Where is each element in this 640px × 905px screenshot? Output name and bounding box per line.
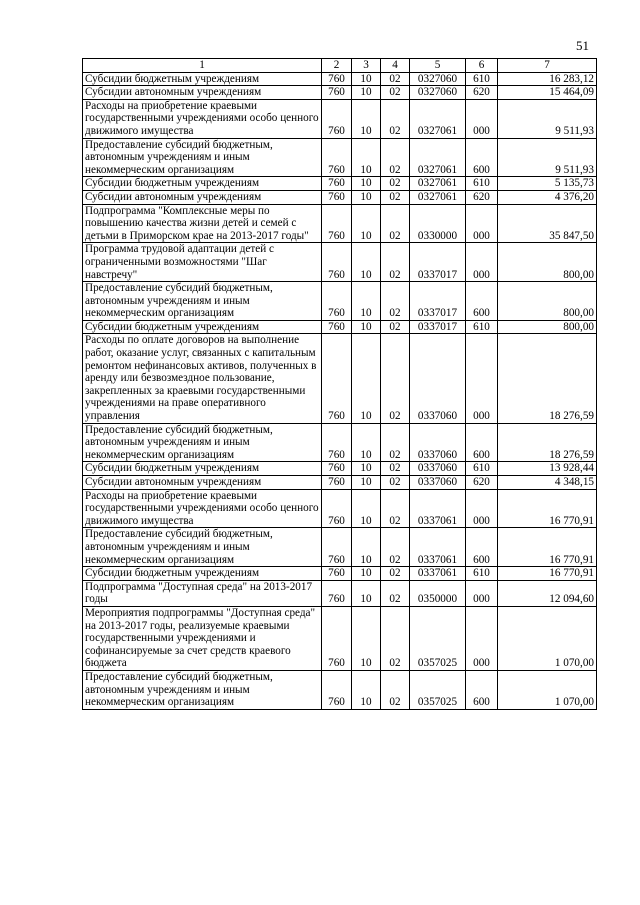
row-vr-cell: 000 [466,489,498,528]
col-header-name: 1 [83,59,322,73]
row-name-cell: Программа трудовой адаптации детей с ограниченными возможностями "Шаг навстречу" [83,243,322,282]
row-ved-cell: 760 [322,489,352,528]
row-name-cell: Предоставление субсидий бюджетным, автономным учреждениям и иным некоммерческим организациям [83,423,322,462]
row-rz-cell: 10 [352,282,381,321]
row-rz-cell: 10 [352,190,381,204]
row-sum-cell: 9 511,93 [498,138,597,177]
row-rz-cell: 10 [352,320,381,334]
row-vr-cell: 600 [466,423,498,462]
table-row [83,204,597,243]
row-vr-cell: 000 [466,334,498,423]
row-pr-cell: 02 [381,476,410,490]
row-vr-cell: 610 [466,462,498,476]
row-pr-cell: 02 [381,86,410,100]
row-name-cell: Субсидии бюджетным учреждениям [83,462,322,476]
row-name-cell: Субсидии автономным учреждениям [83,190,322,204]
table-row [83,670,597,709]
row-sum-cell: 15 464,09 [498,86,597,100]
row-vr-cell: 600 [466,528,498,567]
row-rz-cell: 10 [352,86,381,100]
row-vr-cell: 610 [466,567,498,581]
row-vr-cell: 610 [466,177,498,191]
row-ved-cell: 760 [322,462,352,476]
table-row [83,567,597,581]
row-csr-cell: 0337060 [410,462,466,476]
row-csr-cell: 0327061 [410,177,466,191]
row-rz-cell: 10 [352,99,381,138]
row-sum-cell: 35 847,50 [498,204,597,243]
row-rz-cell: 10 [352,567,381,581]
row-ved-cell: 760 [322,138,352,177]
row-ved-cell: 760 [322,580,352,606]
col-header-ved: 2 [322,59,352,73]
row-pr-cell: 02 [381,72,410,86]
row-csr-cell: 0327060 [410,86,466,100]
row-name-cell: Мероприятия подпрограммы "Доступная среда" на 2013-2017 годы, реализуемые краевыми государственными учреждениями и софинансируемые за счет средств краевого бюджета [83,606,322,670]
table-row [83,243,597,282]
row-vr-cell: 610 [466,72,498,86]
col-header-vr: 6 [466,59,498,73]
row-name-cell: Подпрограмма "Доступная среда" на 2013-2017 годы [83,580,322,606]
row-ved-cell: 760 [322,243,352,282]
row-csr-cell: 0337061 [410,567,466,581]
row-rz-cell: 10 [352,606,381,670]
row-name-cell: Подпрограмма "Комплексные меры по повышению качества жизни детей и семей с детьми в Приморском крае на 2013-2017 годы" [83,204,322,243]
row-name-cell: Предоставление субсидий бюджетным, автономным учреждениям и иным некоммерческим организациям [83,528,322,567]
table-row [83,320,597,334]
row-ved-cell: 760 [322,670,352,709]
row-rz-cell: 10 [352,72,381,86]
row-pr-cell: 02 [381,320,410,334]
row-csr-cell: 0327061 [410,190,466,204]
col-header-rz: 3 [352,59,381,73]
row-name-cell: Субсидии бюджетным учреждениям [83,320,322,334]
row-rz-cell: 10 [352,580,381,606]
row-sum-cell: 1 070,00 [498,670,597,709]
row-pr-cell: 02 [381,138,410,177]
row-vr-cell: 600 [466,670,498,709]
row-pr-cell: 02 [381,528,410,567]
row-csr-cell: 0337017 [410,243,466,282]
row-ved-cell: 760 [322,204,352,243]
row-csr-cell: 0337060 [410,476,466,490]
table-row [83,177,597,191]
row-ved-cell: 760 [322,86,352,100]
row-rz-cell: 10 [352,462,381,476]
header-row [83,59,597,73]
row-sum-cell: 800,00 [498,282,597,321]
row-name-cell: Предоставление субсидий бюджетным, автономным учреждениям и иным некоммерческим организациям [83,138,322,177]
row-pr-cell: 02 [381,243,410,282]
row-ved-cell: 760 [322,334,352,423]
row-rz-cell: 10 [352,476,381,490]
row-pr-cell: 02 [381,462,410,476]
row-sum-cell: 13 928,44 [498,462,597,476]
row-pr-cell: 02 [381,282,410,321]
row-vr-cell: 620 [466,86,498,100]
row-pr-cell: 02 [381,489,410,528]
row-name-cell: Расходы по оплате договоров на выполнение работ, оказание услуг, связанных с капитальным ремонтом нефинансовых активов, полученных в аренду или безвозмездное пользование, закрепленных за краевыми государственными учреждениями на праве оперативного управления [83,334,322,423]
col-header-pr: 4 [381,59,410,73]
row-pr-cell: 02 [381,204,410,243]
row-pr-cell: 02 [381,177,410,191]
row-sum-cell: 4 348,15 [498,476,597,490]
row-sum-cell: 16 770,91 [498,567,597,581]
row-vr-cell: 000 [466,99,498,138]
row-name-cell: Субсидии бюджетным учреждениям [83,567,322,581]
row-csr-cell: 0337017 [410,320,466,334]
row-vr-cell: 600 [466,282,498,321]
table-row [83,528,597,567]
table-row [83,86,597,100]
row-csr-cell: 0337017 [410,282,466,321]
table-row [83,138,597,177]
row-csr-cell: 0337061 [410,528,466,567]
budget-table [82,58,597,710]
row-sum-cell: 18 276,59 [498,334,597,423]
row-name-cell: Предоставление субсидий бюджетным, автономным учреждениям и иным некоммерческим организациям [83,670,322,709]
row-sum-cell: 16 770,91 [498,528,597,567]
row-sum-cell: 16 283,12 [498,72,597,86]
table-row [83,423,597,462]
table-row [83,190,597,204]
row-rz-cell: 10 [352,243,381,282]
row-name-cell: Предоставление субсидий бюджетным, автономным учреждениям и иным некоммерческим организациям [83,282,322,321]
row-ved-cell: 760 [322,282,352,321]
row-pr-cell: 02 [381,190,410,204]
row-vr-cell: 620 [466,190,498,204]
row-csr-cell: 0337061 [410,489,466,528]
row-vr-cell: 620 [466,476,498,490]
row-ved-cell: 760 [322,99,352,138]
row-ved-cell: 760 [322,567,352,581]
row-rz-cell: 10 [352,489,381,528]
row-pr-cell: 02 [381,423,410,462]
row-pr-cell: 02 [381,567,410,581]
row-vr-cell: 610 [466,320,498,334]
row-rz-cell: 10 [352,528,381,567]
row-rz-cell: 10 [352,138,381,177]
row-ved-cell: 760 [322,320,352,334]
page-number: 51 [576,38,589,53]
row-sum-cell: 5 135,73 [498,177,597,191]
row-name-cell: Субсидии бюджетным учреждениям [83,177,322,191]
table-row [83,462,597,476]
row-sum-cell: 9 511,93 [498,99,597,138]
row-csr-cell: 0357025 [410,606,466,670]
row-name-cell: Субсидии автономным учреждениям [83,86,322,100]
table-row [83,476,597,490]
row-csr-cell: 0357025 [410,670,466,709]
row-sum-cell: 800,00 [498,320,597,334]
row-ved-cell: 760 [322,177,352,191]
row-ved-cell: 760 [322,606,352,670]
row-pr-cell: 02 [381,606,410,670]
row-csr-cell: 0327060 [410,72,466,86]
table-row [83,580,597,606]
col-header-sum: 7 [498,59,597,73]
row-rz-cell: 10 [352,334,381,423]
row-pr-cell: 02 [381,580,410,606]
table-row [83,606,597,670]
table-row [83,489,597,528]
row-ved-cell: 760 [322,423,352,462]
row-sum-cell: 12 094,60 [498,580,597,606]
row-csr-cell: 0350000 [410,580,466,606]
row-ved-cell: 760 [322,476,352,490]
row-sum-cell: 4 376,20 [498,190,597,204]
row-sum-cell: 800,00 [498,243,597,282]
row-pr-cell: 02 [381,334,410,423]
row-csr-cell: 0327061 [410,99,466,138]
row-ved-cell: 760 [322,528,352,567]
col-header-csr: 5 [410,59,466,73]
table-row [83,72,597,86]
table-row [83,334,597,423]
row-csr-cell: 0337060 [410,334,466,423]
row-rz-cell: 10 [352,204,381,243]
row-vr-cell: 000 [466,606,498,670]
row-csr-cell: 0337060 [410,423,466,462]
row-sum-cell: 18 276,59 [498,423,597,462]
row-name-cell: Расходы на приобретение краевыми государственными учреждениями особо ценного движимого имущества [83,489,322,528]
row-sum-cell: 1 070,00 [498,606,597,670]
row-name-cell: Субсидии автономным учреждениям [83,476,322,490]
row-csr-cell: 0330000 [410,204,466,243]
row-csr-cell: 0327061 [410,138,466,177]
row-vr-cell: 000 [466,580,498,606]
row-vr-cell: 600 [466,138,498,177]
row-rz-cell: 10 [352,423,381,462]
row-pr-cell: 02 [381,670,410,709]
row-name-cell: Расходы на приобретение краевыми государственными учреждениями особо ценного движимого имущества [83,99,322,138]
row-name-cell: Субсидии бюджетным учреждениям [83,72,322,86]
row-rz-cell: 10 [352,670,381,709]
row-rz-cell: 10 [352,177,381,191]
row-vr-cell: 000 [466,243,498,282]
row-ved-cell: 760 [322,72,352,86]
table-row [83,282,597,321]
table-row [83,99,597,138]
row-ved-cell: 760 [322,190,352,204]
row-pr-cell: 02 [381,99,410,138]
row-vr-cell: 000 [466,204,498,243]
row-sum-cell: 16 770,91 [498,489,597,528]
